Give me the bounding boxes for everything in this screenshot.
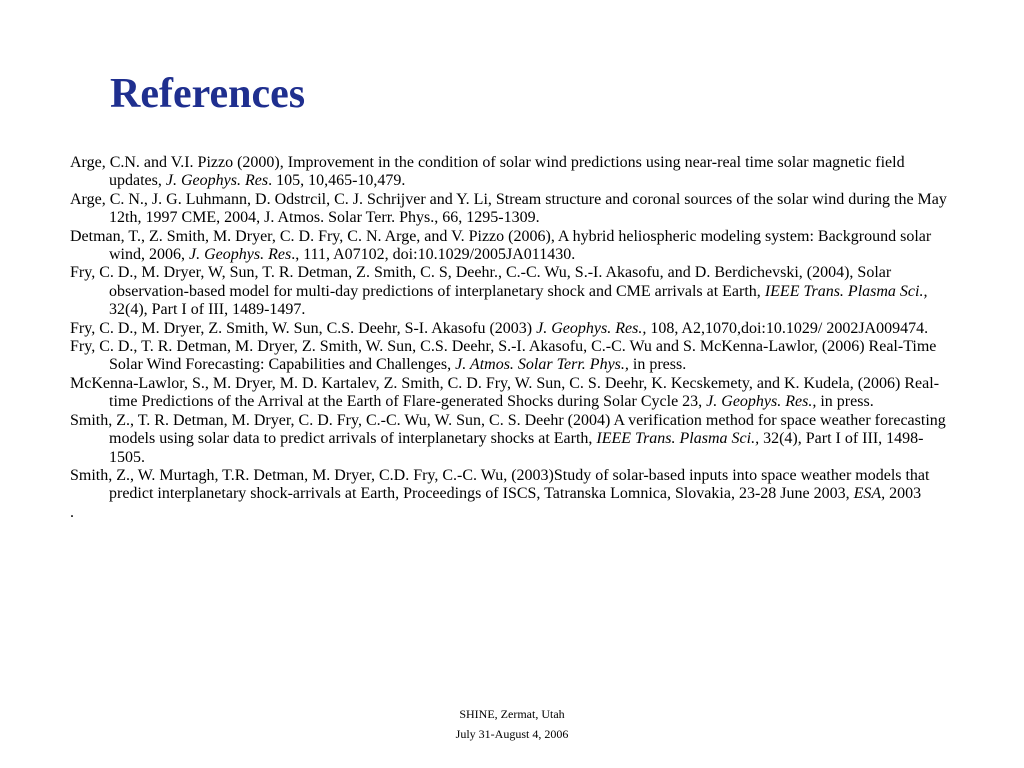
reference-item-6 bbox=[70, 338, 950, 375]
trailing-mark: . bbox=[70, 503, 74, 521]
reference-text: McKenna-Lawlor, S., M. Dryer, M. D. Kartalev, Z. Smith, C. D. Fry, W. Sun, C. S. Deehr, K. Kecskemety, and K. Kudela, (2006) Real-time Predictions of the Arrival at the Earth of Flare-generated Shocks during Solar Cycle 23, bbox=[70, 374, 940, 411]
reference-item-9 bbox=[70, 467, 950, 504]
footer-date: July 31-August 4, 2006 bbox=[455, 727, 569, 741]
reference-journal: J. Atmos. Solar Terr. Phys., bbox=[455, 356, 629, 374]
reference-text: 32(4), Part I of III, 1489-1497. bbox=[109, 301, 306, 319]
reference-journal: J. Geophys. Res bbox=[165, 172, 269, 190]
reference-text: Fry, C. D., M. Dryer, W, Sun, T. R. Detman, Z. Smith, C. S, Deehr., C.-C. Wu, S.-I. Akasofu, and D. Berdichevski, (2004), Solar observation-based model for multi-day predictions of interplanetary shock and CME arrivals at Earth, bbox=[70, 264, 892, 300]
reference-text: in press. bbox=[628, 356, 687, 374]
reference-text: Fry, C. D., T. R. Detman, M. Dryer, Z. Smith, W. Sun, C.S. Deehr, S.-I. Akasofu, C.-C. Wu and S. McKenna-Lawlor, (2006) Real-Time Solar Wind Forecasting: Capabilities and Challenges, bbox=[70, 338, 937, 374]
reference-text: Arge, C.N. and V.I. Pizzo (2000), Improvement in the condition of solar wind predictions using near-real time solar magnetic field updates, bbox=[70, 154, 905, 190]
reference-journal: ESA, bbox=[853, 485, 886, 503]
reference-text: 32(4), Part I of III, 1498-1505. bbox=[109, 430, 924, 466]
reference-text: Smith, Z., T. R. Detman, M. Dryer, C. D. Fry, C.-C. Wu, W. Sun, C. S. Deehr (2004) A verification method for space weather forecasting models using solar data to predict arrivals of interplanetary shocks at Earth, bbox=[70, 411, 946, 448]
reference-journal: IEEE Trans. Plasma Sci., bbox=[596, 430, 760, 448]
footer bbox=[412, 704, 612, 744]
reference-text: Arge, C. N., J. G. Luhmann, D. Odstrcil, C. J. Schrijver and Y. Li, Stream structure and coronal sources of the solar wind during the May 12th, 1997 CME, 2004, J. Atmos. Solar Terr. Phys., 66, 1295-1309. bbox=[70, 190, 947, 227]
reference-journal: J. Geophys. Res bbox=[189, 246, 292, 264]
reference-text: 2003 bbox=[885, 485, 922, 503]
reference-item-3 bbox=[70, 228, 950, 265]
reference-text: Fry, C. D., M. Dryer, Z. Smith, W. Sun, C.S. Deehr, S-I. Akasofu (2003) bbox=[70, 319, 537, 337]
reference-text: in press. bbox=[816, 393, 874, 411]
reference-item-1 bbox=[70, 154, 950, 191]
reference-text: 108, A2,1070,doi:10.1029/ 2002JA009474. bbox=[646, 319, 929, 337]
reference-text: . 105, 10,465-10,479. bbox=[268, 172, 406, 190]
reference-journal: J. Geophys. Res., bbox=[536, 319, 647, 337]
reference-item-2 bbox=[70, 191, 950, 228]
reference-item-5 bbox=[70, 320, 950, 338]
reference-list bbox=[70, 154, 950, 522]
footer-event: SHINE, Zermat, Utah bbox=[459, 707, 565, 721]
reference-text: Smith, Z., W. Murtagh, T.R. Detman, M. Dryer, C.D. Fry, C.-C. Wu, (2003)Study of solar-based inputs into space weather models that predict interplanetary shock-arrivals at Earth, Proceedings of ISCS, Tatranska Lomnica, Slovakia, 23-28 June 2003, bbox=[70, 466, 930, 503]
reference-text: Detman, T., Z. Smith, M. Dryer, C. D. Fry, C. N. Arge, and V. Pizzo (2006), A hybrid heliospheric modeling system: Background solar wind, 2006, bbox=[70, 227, 932, 264]
reference-journal: IEEE Trans. Plasma Sci., bbox=[764, 282, 928, 300]
reference-text: ., 111, A07102, doi:10.1029/2005JA011430. bbox=[291, 246, 576, 264]
reference-item-4 bbox=[70, 264, 950, 319]
reference-journal: J. Geophys. Res., bbox=[706, 393, 817, 411]
reference-item-8 bbox=[70, 412, 950, 467]
page-title: References bbox=[110, 71, 306, 117]
reference-item-7 bbox=[70, 375, 950, 412]
